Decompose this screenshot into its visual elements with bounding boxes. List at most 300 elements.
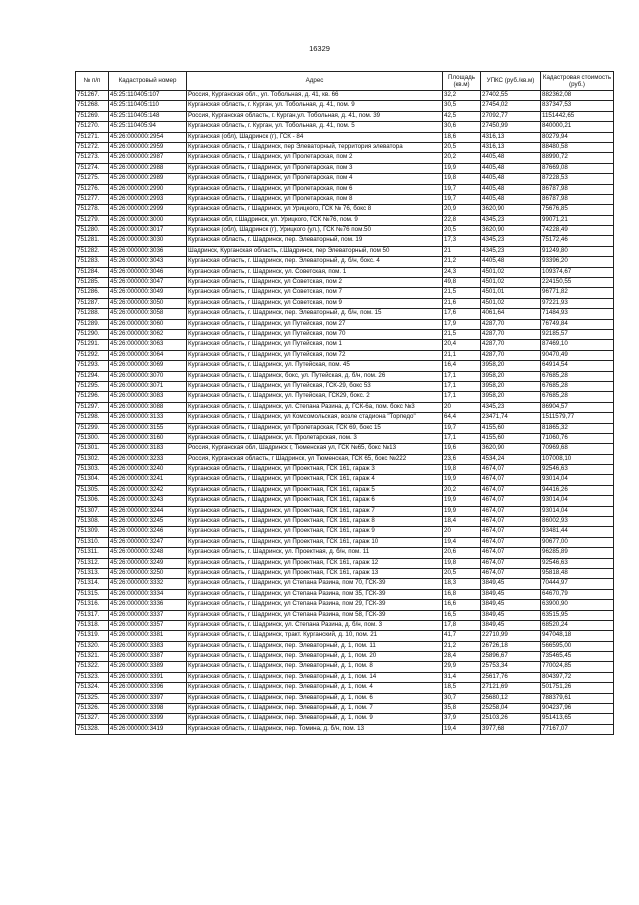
row-number-cell: 751313. [76, 568, 109, 578]
upks-cell: 4501,02 [481, 267, 541, 277]
area-cell: 20,5 [443, 568, 481, 578]
address-cell: Шадринск, Курганская область, г.Шадринск, пер Элеваторный, пом 50 [187, 246, 443, 256]
cadastral-number-cell: 45:26:000000:3160 [109, 433, 187, 443]
cadastral-cost-cell: 63515,95 [541, 610, 614, 620]
upks-cell: 3977,68 [481, 724, 541, 734]
area-cell: 17,6 [443, 309, 481, 319]
upks-cell: 27454,02 [481, 101, 541, 111]
upks-cell: 4287,70 [481, 329, 541, 339]
row-number-cell: 751327. [76, 714, 109, 724]
row-number-cell: 751314. [76, 579, 109, 589]
cadastral-cost-cell: 86002,93 [541, 517, 614, 527]
area-cell: 17,1 [443, 392, 481, 402]
row-number-cell: 751286. [76, 288, 109, 298]
cadastral-number-cell: 45:25:110405:94 [109, 122, 187, 132]
cadastral-cost-cell: 837347,53 [541, 101, 614, 111]
area-cell: 31,4 [443, 672, 481, 682]
area-cell: 21,6 [443, 298, 481, 308]
table-row [76, 319, 614, 329]
table-row [76, 392, 614, 402]
cadastral-number-cell: 45:26:000000:2989 [109, 174, 187, 184]
cadastral-number-cell: 45:26:000000:3133 [109, 413, 187, 423]
cadastral-number-cell: 45:26:000000:3389 [109, 662, 187, 672]
cadastral-number-cell: 45:26:000000:2993 [109, 194, 187, 204]
table-row [76, 111, 614, 121]
row-number-cell: 751323. [76, 672, 109, 682]
upks-cell: 25753,34 [481, 662, 541, 672]
table-row [76, 236, 614, 246]
area-cell: 16,4 [443, 361, 481, 371]
upks-cell: 27402,55 [481, 91, 541, 101]
table-row [76, 558, 614, 568]
address-cell: Курганская область, г. Шадринск, ул. Советская, пом. 1 [187, 267, 443, 277]
table-row [76, 506, 614, 516]
row-number-cell: 751322. [76, 662, 109, 672]
cadastral-number-cell: 45:26:000000:3241 [109, 475, 187, 485]
table-row [76, 91, 614, 101]
cadastral-cost-cell: 86904,57 [541, 402, 614, 412]
cadastral-number-cell: 45:26:000000:3398 [109, 704, 187, 714]
table-row [76, 693, 614, 703]
row-number-cell: 751300. [76, 433, 109, 443]
address-cell: Курганская область, г Шадринск, ул Пролетарская, пом 2 [187, 153, 443, 163]
cadastral-number-cell: 45:26:000000:2987 [109, 153, 187, 163]
table-row [76, 153, 614, 163]
area-cell: 29,9 [443, 662, 481, 672]
address-cell: Курганская область, г Шадринск, ул Советская, пом 7 [187, 288, 443, 298]
area-cell: 41,7 [443, 631, 481, 641]
address-cell: Курганская область, г Шадринск, ул Проектная, ГСК 161, гараж 5 [187, 485, 443, 495]
cadastral-cost-cell: 224150,55 [541, 278, 614, 288]
area-cell: 17,8 [443, 620, 481, 630]
table-row [76, 226, 614, 236]
upks-cell: 3958,20 [481, 381, 541, 391]
cadastral-cost-cell: 77167,07 [541, 724, 614, 734]
cadastral-cost-cell: 68520,24 [541, 620, 614, 630]
address-cell: Курганская область, г Шадринск, ул Пролетарская, пом 6 [187, 184, 443, 194]
upks-cell: 25617,76 [481, 672, 541, 682]
area-cell: 64,4 [443, 413, 481, 423]
table-row [76, 132, 614, 142]
cadastral-number-cell: 45:26:000000:3062 [109, 329, 187, 339]
cadastral-cost-cell: 71484,93 [541, 309, 614, 319]
row-number-cell: 751326. [76, 704, 109, 714]
address-cell: Курганская область, г. Шадринск, тракт. Курганский, д. 10, пом. 21 [187, 631, 443, 641]
table-row [76, 724, 614, 734]
upks-cell: 4405,48 [481, 163, 541, 173]
address-cell: Курганская область, г. Шадринск, ул. Путейская, ГСК29, бокс. 2 [187, 392, 443, 402]
area-cell: 30,7 [443, 693, 481, 703]
table-row [76, 652, 614, 662]
upks-cell: 22710,99 [481, 631, 541, 641]
address-cell: Россия, Курганская область, г. Курган,ул. Тобольная, д. 41, пом. 39 [187, 111, 443, 121]
cadastral-number-cell: 45:26:000000:3000 [109, 215, 187, 225]
cadastral-number-cell: 45:26:000000:3357 [109, 620, 187, 630]
address-cell: Курганская область, г Шадринск, ул Степана Разина, пом 58, ГСК-39 [187, 610, 443, 620]
row-number-cell: 751308. [76, 517, 109, 527]
upks-cell: 4405,48 [481, 174, 541, 184]
address-cell: Курганская область, г. Шадринск, пер. Элеваторный, д. 1, пом. 6 [187, 693, 443, 703]
table-row [76, 215, 614, 225]
upks-cell: 4501,02 [481, 298, 541, 308]
cadastral-number-cell: 45:26:000000:3058 [109, 309, 187, 319]
table-row [76, 246, 614, 256]
area-cell: 17,1 [443, 371, 481, 381]
row-number-cell: 751317. [76, 610, 109, 620]
upks-cell: 4345,23 [481, 246, 541, 256]
row-number-cell: 751328. [76, 724, 109, 734]
cadastral-number-cell: 45:26:000000:3070 [109, 371, 187, 381]
area-cell: 19,8 [443, 558, 481, 568]
area-cell: 42,5 [443, 111, 481, 121]
cadastral-number-cell: 45:26:000000:2959 [109, 142, 187, 152]
area-cell: 17,3 [443, 236, 481, 246]
upks-cell: 27121,69 [481, 683, 541, 693]
area-cell: 19,9 [443, 496, 481, 506]
cadastral-cost-cell: 93014,04 [541, 506, 614, 516]
cadastral-number-cell: 45:25:110405:107 [109, 91, 187, 101]
address-cell: Курганская область, г Шадринск, ул Комсомольская, возле стадиона "Торпедо" [187, 413, 443, 423]
address-cell: Курганская область, г Шадринск, ул Проектная, ГСК 161, гараж 4 [187, 475, 443, 485]
address-cell: Курганская область, г Шадринск, ул Степана Разина, пом 29, ГСК-39 [187, 600, 443, 610]
area-cell: 20,4 [443, 340, 481, 350]
row-number-cell: 751310. [76, 537, 109, 547]
row-number-cell: 751312. [76, 558, 109, 568]
table-row [76, 194, 614, 204]
area-cell: 18,3 [443, 579, 481, 589]
area-cell: 19,6 [443, 444, 481, 454]
cadastral-cost-cell: 96285,89 [541, 548, 614, 558]
cadastral-cost-cell: 76749,84 [541, 319, 614, 329]
table-row [76, 205, 614, 215]
cadastral-number-cell: 45:26:000000:3243 [109, 496, 187, 506]
cadastral-cost-cell: 75676,85 [541, 205, 614, 215]
address-cell: Курганская область, г. Курган, ул. Тобольная, д. 41, пом. 5 [187, 122, 443, 132]
table-row [76, 433, 614, 443]
area-cell: 30,5 [443, 101, 481, 111]
row-number-cell: 751316. [76, 600, 109, 610]
cadastral-cost-cell: 501751,26 [541, 683, 614, 693]
row-number-cell: 751289. [76, 319, 109, 329]
table-row [76, 610, 614, 620]
cadastral-number-cell: 45:26:000000:3247 [109, 537, 187, 547]
row-number-cell: 751275. [76, 174, 109, 184]
row-number-cell: 751287. [76, 298, 109, 308]
cadastral-cost-cell: 67685,28 [541, 381, 614, 391]
address-cell: Курганская область, г. Шадринск, ул. Пролетарская, пом. 3 [187, 433, 443, 443]
address-cell: Курганская область, г Шадринск, ул Степана Разина, пом 70, ГСК-39 [187, 579, 443, 589]
address-cell: Курганская область, г. Шадринск, пер. Элеваторный, д. 1, пом. 8 [187, 662, 443, 672]
area-cell: 20,5 [443, 142, 481, 152]
cadastral-cost-cell: 92546,63 [541, 558, 614, 568]
cadastral-cost-cell: 64670,79 [541, 589, 614, 599]
cadastral-number-cell: 45:26:000000:3245 [109, 517, 187, 527]
cadastral-cost-cell: 93396,20 [541, 257, 614, 267]
address-cell: Курганская область, г. Шадринск, ул. Проектная, д. б/н, пом. 11 [187, 548, 443, 558]
row-number-cell: 751277. [76, 194, 109, 204]
cadastral-cost-cell: 88480,58 [541, 142, 614, 152]
area-cell: 19,7 [443, 423, 481, 433]
row-number-cell: 751290. [76, 329, 109, 339]
table-row [76, 101, 614, 111]
cadastral-number-cell: 45:26:000000:3242 [109, 485, 187, 495]
address-cell: Курганская (обл), Шадринск (г), ГСК - 84 [187, 132, 443, 142]
cadastral-number-cell: 45:26:000000:3233 [109, 454, 187, 464]
address-cell: Курганская область, г Шадринск, ул Путейская, пом 70 [187, 329, 443, 339]
table-row [76, 142, 614, 152]
cadastral-cost-cell: 92185,57 [541, 329, 614, 339]
table-row [76, 174, 614, 184]
row-number-cell: 751307. [76, 506, 109, 516]
area-cell: 21,5 [443, 288, 481, 298]
row-number-cell: 751315. [76, 589, 109, 599]
address-cell: Курганская область, г Шадринск, ул Путейская, пом 1 [187, 340, 443, 350]
area-cell: 35,8 [443, 704, 481, 714]
upks-cell: 3620,90 [481, 205, 541, 215]
area-cell: 16,6 [443, 600, 481, 610]
cadastral-cost-cell: 90677,00 [541, 537, 614, 547]
upks-cell: 4674,07 [481, 496, 541, 506]
cadastral-cost-cell: 75172,46 [541, 236, 614, 246]
area-cell: 17,1 [443, 381, 481, 391]
cadastral-number-cell: 45:26:000000:3017 [109, 226, 187, 236]
cadastral-cost-cell: 93014,04 [541, 475, 614, 485]
row-number-cell: 751291. [76, 340, 109, 350]
table-row [76, 548, 614, 558]
upks-cell: 4674,07 [481, 548, 541, 558]
cadastral-cost-cell: 63900,90 [541, 600, 614, 610]
address-cell: Курганская область, г. Шадринск, пер. Элеваторный, д. б/н, бокс. 4 [187, 257, 443, 267]
address-cell: Россия, Курганская область, г Шадринск, ул Тюменская, ГСК 65, бокс №222 [187, 454, 443, 464]
cadastral-cost-cell: 93481,44 [541, 527, 614, 537]
upks-cell: 4501,02 [481, 278, 541, 288]
row-number-cell: 751319. [76, 631, 109, 641]
address-cell: Курганская область, г. Шадринск, пер. Элеваторный, д. б/н, пом. 15 [187, 309, 443, 319]
upks-cell: 4345,23 [481, 215, 541, 225]
row-number-cell: 751284. [76, 267, 109, 277]
row-number-cell: 751320. [76, 641, 109, 651]
cadastral-cost-cell: 67685,28 [541, 392, 614, 402]
row-number-cell: 751321. [76, 652, 109, 662]
table-row [76, 631, 614, 641]
upks-cell: 4287,70 [481, 350, 541, 360]
table-row [76, 704, 614, 714]
upks-cell: 25103,26 [481, 714, 541, 724]
cadastral-cost-cell: 88990,72 [541, 153, 614, 163]
cadastral-cost-cell: 951413,65 [541, 714, 614, 724]
cadastral-cost-cell: 840000,21 [541, 122, 614, 132]
address-cell: Курганская область, г. Шадринск, пер. Элеваторный, д. 1, пом. 4 [187, 683, 443, 693]
cadastral-cost-cell: 92546,63 [541, 465, 614, 475]
row-number-cell: 751309. [76, 527, 109, 537]
cadastral-number-cell: 45:26:000000:3036 [109, 246, 187, 256]
area-cell: 21,2 [443, 641, 481, 651]
address-cell: Курганская область, г Шадринск, ул Проектная, ГСК 161, гараж 12 [187, 558, 443, 568]
upks-cell: 4674,07 [481, 527, 541, 537]
table-row [76, 340, 614, 350]
row-number-cell: 751298. [76, 413, 109, 423]
area-cell: 19,8 [443, 174, 481, 184]
row-number-cell: 751271. [76, 132, 109, 142]
row-number-cell: 751267. [76, 91, 109, 101]
row-number-cell: 751283. [76, 257, 109, 267]
cadastral-number-cell: 45:26:000000:3334 [109, 589, 187, 599]
cadastral-number-cell: 45:26:000000:2988 [109, 163, 187, 173]
table-row [76, 683, 614, 693]
table-row [76, 496, 614, 506]
row-number-cell: 751281. [76, 236, 109, 246]
upks-cell: 4405,48 [481, 257, 541, 267]
cadastral-cost-cell: 70444,97 [541, 579, 614, 589]
cadastral-number-cell: 45:26:000000:3063 [109, 340, 187, 350]
cadastral-cost-cell: 86787,98 [541, 194, 614, 204]
upks-cell: 25258,04 [481, 704, 541, 714]
address-cell: Курганская область, г. Шадринск, пер. Элеваторный, д. 1, пом. 7 [187, 704, 443, 714]
table-row [76, 122, 614, 132]
area-cell: 20,6 [443, 548, 481, 558]
area-cell: 21,5 [443, 329, 481, 339]
row-number-cell: 751303. [76, 465, 109, 475]
row-number-cell: 751270. [76, 122, 109, 132]
address-cell: Курганская область, г Шадринск, ул Путейская, пом 27 [187, 319, 443, 329]
upks-cell: 4405,48 [481, 153, 541, 163]
cadastral-cost-cell: 735465,45 [541, 652, 614, 662]
address-cell: Курганская область, г. Шадринск, ул. Степана Разина, д. б/н, пом. 3 [187, 620, 443, 630]
row-number-cell: 751301. [76, 444, 109, 454]
area-cell: 32,2 [443, 91, 481, 101]
cadastral-cost-cell: 87228,53 [541, 174, 614, 184]
upks-cell: 4155,60 [481, 433, 541, 443]
address-cell: Россия, Курганская обл., ул. Тобольная, д. 41, кв. 66 [187, 91, 443, 101]
cadastral-cost-cell: 770024,85 [541, 662, 614, 672]
row-number-cell: 751324. [76, 683, 109, 693]
row-number-cell: 751318. [76, 620, 109, 630]
upks-cell: 4345,23 [481, 236, 541, 246]
cadastral-cost-cell: 1511579,77 [541, 413, 614, 423]
address-cell: Курганская область, г Шадринск, ул Пролетарская, пом 8 [187, 194, 443, 204]
cadastral-cost-cell: 1151442,65 [541, 111, 614, 121]
cadastral-cost-cell: 93014,04 [541, 496, 614, 506]
area-cell: 16,8 [443, 589, 481, 599]
area-cell: 16,5 [443, 610, 481, 620]
row-number-cell: 751273. [76, 153, 109, 163]
upks-cell: 4405,48 [481, 194, 541, 204]
row-number-cell: 751325. [76, 693, 109, 703]
cadastral-cost-cell: 86787,98 [541, 184, 614, 194]
upks-cell: 25680,12 [481, 693, 541, 703]
row-number-cell: 751276. [76, 184, 109, 194]
area-cell: 19,9 [443, 506, 481, 516]
cadastral-cost-cell: 87469,10 [541, 340, 614, 350]
upks-cell: 27450,99 [481, 122, 541, 132]
upks-cell: 4534,24 [481, 454, 541, 464]
cadastral-number-cell: 45:26:000000:3088 [109, 402, 187, 412]
table-row [76, 309, 614, 319]
cadastral-number-cell: 45:26:000000:3049 [109, 288, 187, 298]
table-row [76, 641, 614, 651]
table-row [76, 444, 614, 454]
table-row [76, 371, 614, 381]
area-cell: 19,7 [443, 184, 481, 194]
address-cell: Курганская область, г. Шадринск, пер. Элеваторный, д. 1, пом. 14 [187, 672, 443, 682]
upks-cell: 3958,20 [481, 392, 541, 402]
area-cell: 24,3 [443, 267, 481, 277]
upks-cell: 3849,45 [481, 610, 541, 620]
upks-cell: 3958,20 [481, 361, 541, 371]
upks-cell: 3849,45 [481, 589, 541, 599]
header-cadastral-cost: Кадастровая стоимость (руб.) [541, 72, 614, 91]
address-cell: Курганская область, г Шадринск, ул Советская, пом 9 [187, 298, 443, 308]
address-cell: Курганская область, г. Шадринск, ул. Путейская, пом. 45 [187, 361, 443, 371]
row-number-cell: 751279. [76, 215, 109, 225]
table-row [76, 620, 614, 630]
table-row [76, 402, 614, 412]
area-cell: 37,9 [443, 714, 481, 724]
area-cell: 18,6 [443, 132, 481, 142]
cadastral-number-cell: 45:26:000000:3399 [109, 714, 187, 724]
header-area: Площадь (кв.м) [443, 72, 481, 91]
table-row [76, 184, 614, 194]
address-cell: Курганская область, г Шадринск, ул Путейская, ГСК-29, бокс 53 [187, 381, 443, 391]
row-number-cell: 751282. [76, 246, 109, 256]
cadastral-number-cell: 45:26:000000:2999 [109, 205, 187, 215]
cadastral-number-cell: 45:26:000000:3337 [109, 610, 187, 620]
area-cell: 30,6 [443, 122, 481, 132]
upks-cell: 4674,07 [481, 537, 541, 547]
address-cell: Курганская область, г Шадринск, ул Советская, пом 2 [187, 278, 443, 288]
upks-cell: 4674,07 [481, 517, 541, 527]
cadastral-cost-cell: 91249,80 [541, 246, 614, 256]
address-cell: Курганская область, г. Шадринск, пер. Элеваторный, д. 1, пом. 9 [187, 714, 443, 724]
row-number-cell: 751292. [76, 350, 109, 360]
area-cell: 21,2 [443, 257, 481, 267]
table-row [76, 568, 614, 578]
table-row [76, 423, 614, 433]
row-number-cell: 751306. [76, 496, 109, 506]
table-row [76, 267, 614, 277]
table-row [76, 475, 614, 485]
upks-cell: 3620,90 [481, 226, 541, 236]
cadastral-number-cell: 45:25:110405:110 [109, 101, 187, 111]
upks-cell: 3620,90 [481, 444, 541, 454]
cadastral-cost-cell: 81865,32 [541, 423, 614, 433]
area-cell: 20,9 [443, 205, 481, 215]
table-row [76, 381, 614, 391]
row-number-cell: 751294. [76, 371, 109, 381]
table-row [76, 465, 614, 475]
cadastral-cost-cell: 99071,21 [541, 215, 614, 225]
area-cell: 20,2 [443, 485, 481, 495]
address-cell: Курганская обл, г.Шадринск, ул. Урицкого, ГСК №76, пом. 9 [187, 215, 443, 225]
area-cell: 19,9 [443, 163, 481, 173]
address-cell: Курганская область, г. Шадринск, пер. Элеваторный, пом. 19 [187, 236, 443, 246]
cadastral-cost-cell: 804397,72 [541, 672, 614, 682]
upks-cell: 4287,70 [481, 319, 541, 329]
row-number-cell: 751302. [76, 454, 109, 464]
cadastral-number-cell: 45:26:000000:3249 [109, 558, 187, 568]
upks-cell: 4674,07 [481, 506, 541, 516]
upks-cell: 23471,74 [481, 413, 541, 423]
row-number-cell: 751293. [76, 361, 109, 371]
address-cell: Курганская область, г Шадринск, ул Проектная, ГСК 161, гараж 8 [187, 517, 443, 527]
cadastral-number-cell: 45:26:000000:3050 [109, 298, 187, 308]
cadastral-number-cell: 45:26:000000:3383 [109, 641, 187, 651]
cadastral-number-cell: 45:26:000000:3248 [109, 548, 187, 558]
cadastral-number-cell: 45:26:000000:3250 [109, 568, 187, 578]
upks-cell: 4316,13 [481, 142, 541, 152]
cadastral-cost-cell: 94416,26 [541, 485, 614, 495]
cadastral-number-cell: 45:26:000000:3183 [109, 444, 187, 454]
